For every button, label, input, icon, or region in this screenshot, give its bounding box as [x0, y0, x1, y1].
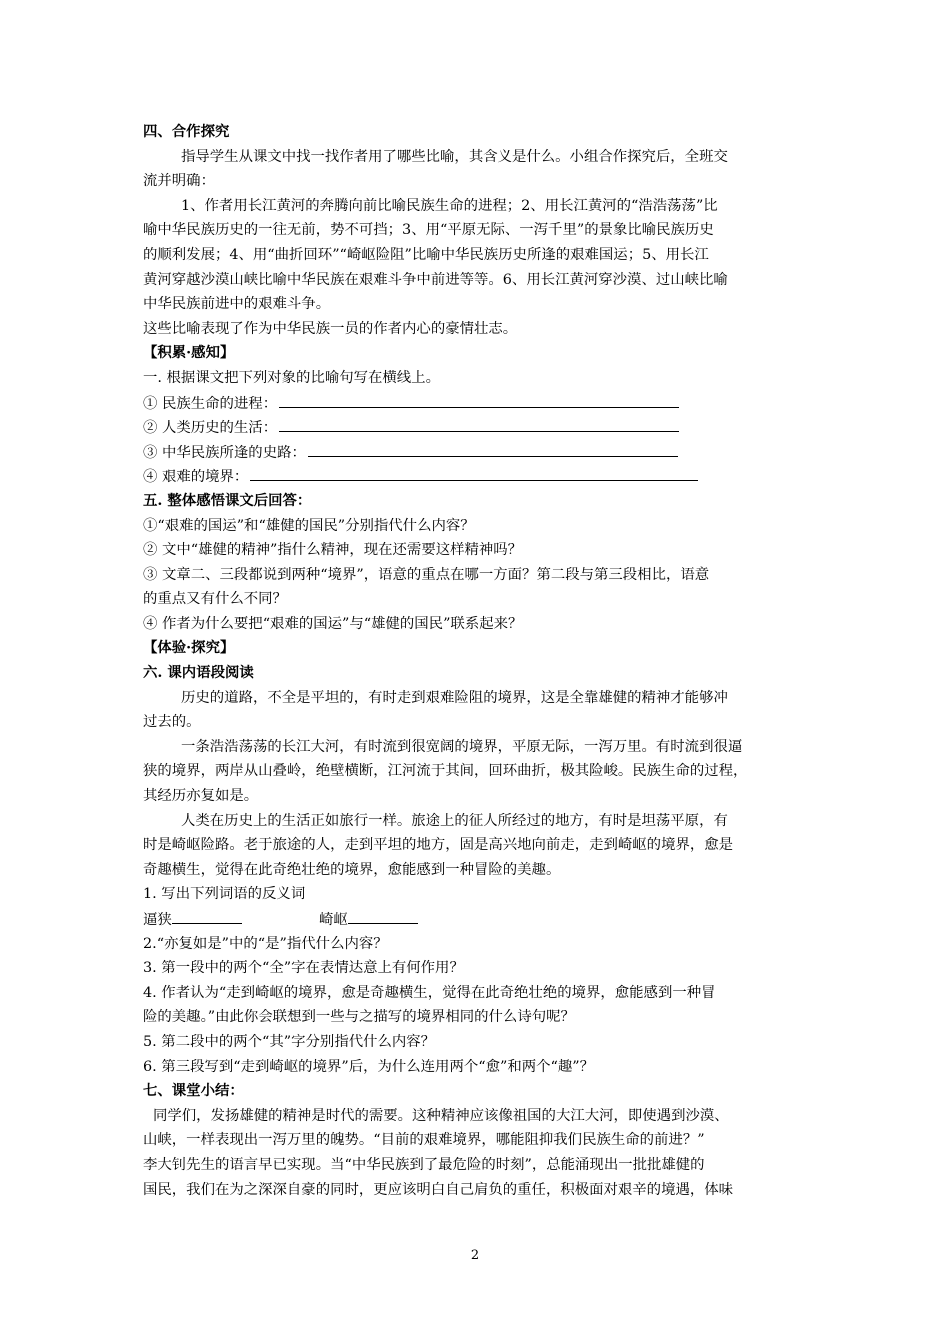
question: 5. 第二段中的两个“其”字分别指代什么内容？ [143, 1033, 436, 1050]
section-heading: 【体验·探究】 [143, 639, 235, 657]
antonym-word: 逼狭 [143, 912, 172, 928]
reading-paragraph: 其经历亦复如是。 [143, 788, 259, 805]
question: 险的美趣。”由此你会联想到一些与之描写的境界相同的什么诗句呢？ [143, 1009, 575, 1026]
fill-in-item [143, 391, 808, 416]
reading-paragraph: 时是崎岖险路。老于旅途的人，走到平坦的地方，固是高兴地向前走，走到崎岖的境界，愈是 [143, 837, 734, 854]
section-heading: 五. 整体感悟课文后回答： [143, 491, 312, 509]
answer-blank[interactable] [279, 415, 679, 432]
paragraph-line: 流并明确： [143, 173, 215, 190]
answer-blank[interactable] [172, 907, 242, 924]
paragraph-line: 中华民族前进中的艰难斗争。 [143, 296, 331, 313]
page-number: 2 [470, 1248, 480, 1263]
item-label: ① 民族生命的进程： [143, 395, 278, 412]
question: 4. 作者认为“走到崎岖的境界，愈是奇趣横生，觉得在此奇绝壮绝的境界，愈能感到一种冒 [143, 984, 716, 1001]
task-text: 一. 根据课文把下列对象的比喻句写在横线上。 [143, 369, 440, 386]
fill-in-item [143, 415, 808, 440]
fill-in-item [143, 440, 808, 465]
question: 6. 第三段写到“走到崎岖的境界”后，为什么连用两个“愈”和两个“趣”？ [143, 1058, 594, 1075]
paragraph-line: 指导学生从课文中找一找作者用了哪些比喻，其含义是什么。小组合作探究后，全班交 [181, 148, 728, 165]
reading-paragraph: 人类在历史上的生活正如旅行一样。旅途上的征人所经过的地方，有时是坦荡平原，有 [181, 812, 728, 829]
question: 3. 第一段中的两个“全”字在表情达意上有何作用？ [143, 960, 464, 977]
paragraph-line: 1、作者用长江黄河的奔腾向前比喻民族生命的进程；2、用长江黄河的“浩浩荡荡”比 [181, 197, 718, 214]
section-heading: 四、合作探究 [143, 123, 230, 140]
question: 的重点又有什么不同？ [143, 591, 287, 608]
answer-blank[interactable] [308, 440, 678, 457]
question: ② 文中“雄健的精神”指什么精神，现在还需要这样精神吗？ [143, 542, 523, 559]
antonym-word: 崎岖 [318, 912, 348, 928]
summary-line: 国民，我们在为之深深自豪的同时，更应该明白自己肩负的重任，积极面对艰辛的境遇，体味 [143, 1181, 734, 1198]
answer-blank[interactable] [279, 391, 679, 408]
reading-paragraph: 一条浩浩荡荡的长江大河，有时流到很宽阔的境界，平原无际，一泻万里。有时流到很逼 [181, 738, 743, 755]
question: 1. 写出下列词语的反义词 [143, 886, 306, 903]
paragraph-line: 喻中华民族历史的一往无前，势不可挡；3、用“平原无际、一泻千里”的景象比喻民族历史 [143, 222, 714, 239]
question: ④ 作者为什么要把“艰难的国运”与“雄健的国民”联系起来？ [143, 615, 523, 632]
item-label: ④ 艰难的境界： [143, 469, 249, 486]
item-label: ② 人类历史的生活： [143, 420, 278, 437]
summary-line: 山峡，一样表现出一泻万里的魄势。“目前的艰难境界，哪能阻抑我们民族生命的前进？” [143, 1132, 705, 1149]
question: ①“艰难的国运”和“雄健的国民”分别指代什么内容？ [143, 517, 475, 534]
item-label: ③ 中华民族所逢的史路： [143, 444, 306, 461]
fill-in-item [143, 464, 808, 489]
document-body [143, 120, 808, 1202]
answer-blank[interactable] [250, 464, 698, 481]
reading-paragraph: 过去的。 [143, 714, 201, 731]
paragraph-line: 的顺利发展；4、用“曲折回环”“崎岖险阻”比喻中华民族历史所逢的艰难国运；5、用长江 [143, 246, 709, 263]
paragraph-line: 黄河穿越沙漠山峡比喻中华民族在艰难斗争中前进等等。6、用长江黄河穿沙漠、过山峡比喻 [143, 271, 728, 288]
antonym-row [143, 907, 808, 932]
section-heading: 【积累·感知】 [143, 344, 235, 362]
answer-blank[interactable] [348, 907, 418, 924]
paragraph-line: 这些比喻表现了作为中华民族一员的作者内心的豪情壮志。 [143, 320, 518, 337]
summary-line: 同学们，发扬雄健的精神是时代的需要。这种精神应该像祖国的大江大河，即使遇到沙漠、 [153, 1107, 729, 1124]
reading-paragraph: 奇趣横生，觉得在此奇绝壮绝的境界，愈能感到一种冒险的美趣。 [143, 861, 561, 878]
question: 2.“亦复如是”中的“是”指代什么内容？ [143, 935, 388, 952]
section-heading: 七、课堂小结： [143, 1082, 244, 1100]
question: ③ 文章二、三段都说到两种“境界”，语意的重点在哪一方面？第二段与第三段相比，语意 [143, 566, 710, 583]
reading-paragraph: 狭的境界，两岸从山叠岭，绝壁横断，江河流于其间，回环曲折，极其险峻。民族生命的过程， [143, 763, 748, 780]
summary-line: 李大钊先生的语言早已实现。当“中华民族到了最危险的时刻”，总能涌现出一批批雄健的 [143, 1156, 705, 1173]
section-heading: 六. 课内语段阅读 [143, 664, 254, 682]
reading-paragraph: 历史的道路，不全是平坦的，有时走到艰难险阻的境界，这是全靠雄健的精神才能够冲 [181, 689, 728, 706]
